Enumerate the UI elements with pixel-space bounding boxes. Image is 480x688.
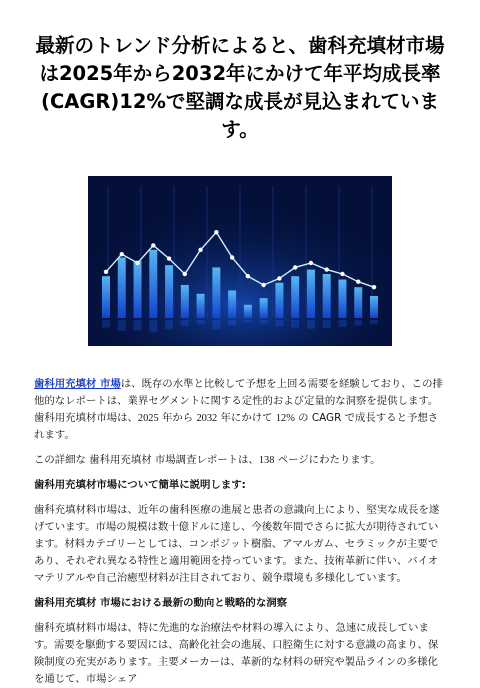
hero-trend-point (120, 252, 124, 256)
hero-bar-reflection (323, 320, 331, 328)
title-line-1: 最新のトレンド分析によると、歯科充填材市場 (35, 34, 445, 57)
hero-bar-reflection (354, 320, 362, 326)
hero-bar (291, 276, 299, 318)
hero-trend-point (104, 270, 108, 274)
hero-bar-reflection (291, 320, 299, 328)
hero-bar (338, 280, 346, 319)
hero-bar (134, 261, 142, 318)
market-link[interactable]: 歯科用充填材 市場 (34, 378, 121, 390)
hero-trend-point (246, 274, 250, 278)
intro-text-3: 年にかけて (217, 412, 276, 424)
hero-bar (323, 274, 331, 318)
hero-trend-point (198, 248, 202, 252)
hero-trend-point (277, 276, 281, 280)
hero-bar (354, 287, 362, 318)
hero-bar (197, 294, 205, 318)
hero-bar (244, 305, 252, 318)
intro-text-4: の CAGR で成長すると予想されます。 (34, 412, 439, 441)
intro-text-2: 年から (158, 412, 197, 424)
hero-bar-reflection (260, 320, 268, 324)
intro-year-start: 2025 (137, 413, 159, 424)
hero-bar (149, 250, 157, 318)
title-line-2: は2025年から2032年にかけて年平均成長率 (39, 62, 441, 85)
hero-trend-point (309, 261, 313, 265)
intro-year-end: 2032 (196, 413, 218, 424)
report-page-count: 138 (258, 455, 275, 466)
hero-bar (307, 270, 315, 318)
hero-chart-graphic (88, 176, 392, 346)
section1-heading: 歯科用充填材市場について簡単に説明します: (34, 479, 246, 491)
hero-trend-point (214, 230, 218, 234)
section2-heading: 歯科用充填材 市場における最新の動向と戦略的な洞察 (34, 597, 287, 609)
article-body (34, 376, 448, 688)
hero-bar-reflection (212, 320, 220, 329)
intro-paragraph (34, 376, 448, 444)
hero-trend-point (340, 272, 344, 276)
hero-bar (275, 283, 283, 318)
hero-trend-point (135, 261, 139, 265)
hero-bar (370, 296, 378, 318)
report-text-pre: この詳細な 歯科用充填材 市場調査レポートは、 (34, 454, 259, 466)
hero-trend-point (183, 272, 187, 276)
hero-bar-reflection (118, 320, 126, 331)
title-line-4: す。 (221, 118, 259, 141)
hero-trend-point (230, 255, 234, 259)
hero-bar-reflection (228, 320, 236, 325)
page-title (30, 32, 450, 144)
hero-bar-reflection (149, 320, 157, 332)
hero-bar-reflection (275, 320, 283, 326)
hero-bar (212, 267, 220, 318)
hero-bar (102, 276, 110, 318)
hero-bar (165, 265, 173, 318)
hero-bar-reflection (307, 320, 315, 329)
hero-bar (260, 298, 268, 318)
section2-body: 歯科充填材料市場は、特に先進的な治療法や材料の導入により、急速に成長しています。需要を駆動する要因には、高齢化社会の進展、口腔衛生に対する意識の高まり、保険制度の充実があります。主要メーカーは、革新的な材料の研究や製品ラインの多様化を通じて、市場シェア (34, 622, 439, 685)
hero-bar (118, 258, 126, 319)
title-line-3: (CAGR)12%で堅調な成長が見込まれていま (41, 90, 439, 113)
hero-trend-point (261, 283, 265, 287)
report-pages-paragraph (34, 452, 448, 469)
hero-trend-point (325, 267, 329, 271)
hero-bar-reflection (181, 320, 189, 326)
hero-bar-reflection (197, 320, 205, 324)
hero-chart-image (88, 176, 392, 346)
hero-bar-reflection (134, 320, 142, 330)
hero-bar-reflection (370, 320, 378, 324)
hero-bar-reflection (165, 320, 173, 330)
hero-trend-point (356, 280, 360, 284)
hero-trend-point (293, 265, 297, 269)
hero-bar (181, 285, 189, 318)
hero-bar-reflection (244, 320, 252, 322)
report-text-post: ページにわたります。 (274, 454, 381, 466)
hero-trend-point (167, 256, 171, 260)
intro-cagr: 12% (275, 413, 295, 424)
intro-text-1: は、既存の水準と比較して予想を上回る需要を経験しており、この排他的なレポートは、業界セグメントに関する定性的および定量的な洞察を提供します。 歯科用充填材市場は、 (34, 378, 443, 424)
hero-bar-reflection (102, 320, 110, 328)
hero-trend-point (372, 285, 376, 289)
hero-bar-reflection (338, 320, 346, 327)
hero-bar (228, 291, 236, 319)
hero-trend-point (151, 243, 155, 247)
section1-body: 歯科充填材料市場は、近年の歯科医療の進展と患者の意識向上により、堅実な成長を遂げています。市場の規模は数十億ドルに達し、今後数年間でさらに拡大が期待されています。材料カテゴリーとしては、コンポジット樹脂、アマルガム、セラミックが主要であり、それぞれ異なる特性と適用範囲を持っています。また、技術革新に伴い、バイオマテリアルや自己治癒型材料が注目されており、競争環境も多様化しています。 (34, 504, 440, 584)
